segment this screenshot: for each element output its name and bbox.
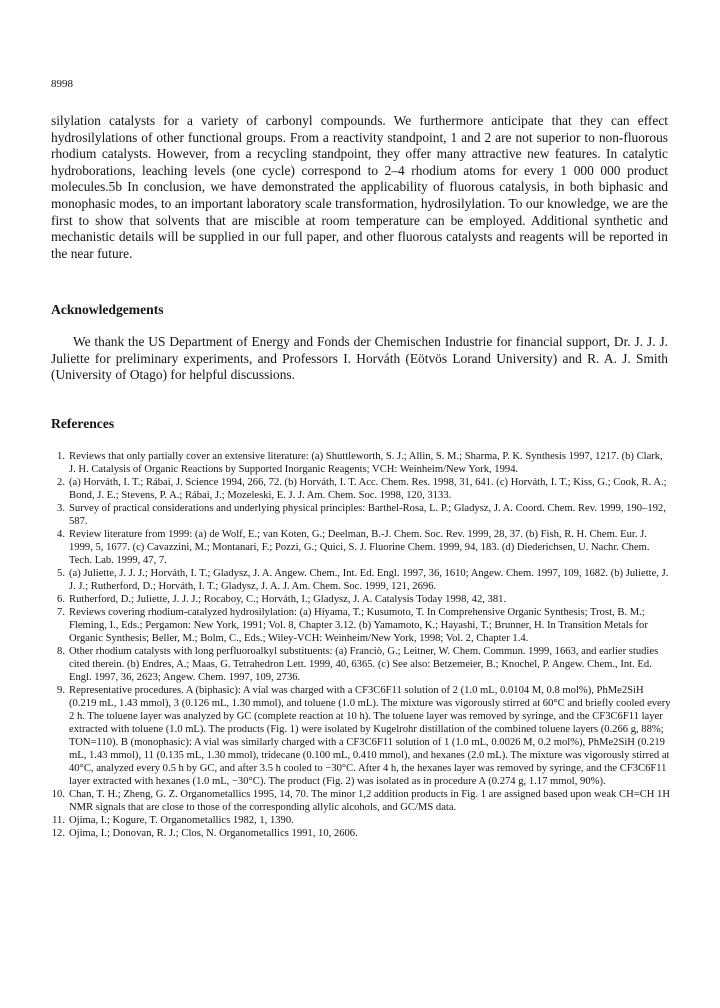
reference-item <box>51 567 672 593</box>
reference-text: (a) Juliette, J. J. J.; Horváth, I. T.; Gladysz, J. A. Angew. Chem., Int. Ed. Engl. 1997, 36, 1610; Angew. Chem. 1997, 109, 1682. (b) Juliette, J. J. J.; Rutherford, D.; Horváth, I. T.; Gladysz, J. A. J. Am. Chem. Soc. 1999, 121, 2696. <box>69 568 669 592</box>
acknowledgements-text: We thank the US Department of Energy and Fonds der Chemischen Industrie for financial support, Dr. J. J. J. Juliette for preliminary experiments, and Professors I. Horváth (Eötvös Lorand University) and R. A. J. Smith (University of Otago) for helpful discussions. <box>51 334 668 383</box>
reference-text: Representative procedures. A (biphasic): A vial was charged with a CF3C6F11 solution of 2 (1.0 mL, 0.0104 M, 0.8 mol%), PhMe2SiH (0.219 mL, 1.43 mmol), 3 (0.126 mL, 1.30 mmol), and toluene (1.0 mL). The mixture was vigorously stirred at 60°C and briefly cooled every 2 h. The toluene layer was analyzed by GC (complete reaction at 10 h). The toluene layer was removed by syringe, and the CF3C6F11 layer extracted with toluene (1.0 mL). The products (Fig. 1) were isolated by Kugelrohr distillation of the combined toluene layers (0.266 g, 88%; TON=110). B (monophasic): A vial was similarly charged with a CF3C6F11 solution of 1 (1.0 mL, 0.0026 M, 0.2 mol%), PhMe2SiH (0.219 mL, 1.43 mmol), 11 (0.135 mL, 1.30 mmol), tridecane (0.100 mL, 0.410 mmol), and hexanes (2.0 mL). The mixture was vigorously stirred at 40°C, analyzed every 0.5 h by GC, and after 3.5 h cooled to −30°C. After 4 h, the hexanes layer was removed by syringe, and the CF3C6F11 layer extracted with hexanes (1.0 mL, −30°C). The product (Fig. 2) was isolated as in procedure A (0.274 g, 1.17 mmol, 90%). <box>69 685 671 787</box>
reference-text: Rutherford, D.; Juliette, J. J. J.; Rocaboy, C.; Horváth, I.; Gladysz, J. A. Catalysis Today 1998, 42, 381. <box>69 594 507 605</box>
reference-number: 9. <box>57 685 65 696</box>
reference-number: 10. <box>51 789 65 800</box>
reference-item <box>51 606 672 645</box>
reference-text: Reviews covering rhodium-catalyzed hydrosilylation: (a) Hiyama, T.; Kusumoto, T. In Comprehensive Organic Synthesis; Trost, B. M.; Fleming, I., Eds.; Pergamon: New York, 1991; Vol. 8, Chapter 3.12. (b) Yamamoto, K.; Hayashi, T.; Brunner, H. In Transition Metals for Organic Synthesis; Beller, M.; Bolm, C., Eds.; Wiley-VCH: Weinheim/New York, 1998; Vol. 2, Chapter 1.4. <box>69 607 648 644</box>
reference-text: Survey of practical considerations and underlying physical principles: Barthel-Rosa, L. P.; Gladysz, J. A. Coord. Chem. Rev. 1999, 190–192, 587. <box>69 503 666 527</box>
page-number: 8998 <box>51 78 73 90</box>
reference-list <box>51 450 672 840</box>
reference-text: Ojima, I.; Donovan, R. J.; Clos, N. Organometallics 1991, 10, 2606. <box>69 828 358 839</box>
reference-item <box>51 788 672 814</box>
reference-text: Review literature from 1999: (a) de Wolf, E.; van Koten, G.; Deelman, B.-J. Chem. Soc. Rev. 1999, 28, 37. (b) Fish, R. H. Chem. Eur. J. 1999, 5, 1677. (c) Cavazzini, M.; Montanari, F.; Pozzi, G.; Quici, S. J. Fluorine Chem. 1999, 94, 183. (d) Diederichsen, U. Nachr. Chem. Tech. Lab. 1999, 47, 7. <box>69 529 650 566</box>
reference-item <box>51 476 672 502</box>
references-heading: References <box>51 416 115 431</box>
reference-number: 2. <box>57 477 65 488</box>
reference-number: 7. <box>57 607 65 618</box>
reference-item <box>51 645 672 684</box>
reference-number: 11. <box>52 815 65 826</box>
reference-number: 3. <box>57 503 65 514</box>
reference-number: 8. <box>57 646 65 657</box>
reference-text: Reviews that only partially cover an extensive literature: (a) Shuttleworth, S. J.; Allin, S. M.; Sharma, P. K. Synthesis 1997, 1217. (b) Clark, J. H. Catalysis of Organic Reactions by Supported Inorganic Reagents; VCH: Weinheim/New York, 1994. <box>69 451 663 475</box>
reference-item <box>51 450 672 476</box>
reference-text: Ojima, I.; Kogure, T. Organometallics 1982, 1, 1390. <box>69 815 294 826</box>
reference-number: 5. <box>57 568 65 579</box>
reference-item <box>51 528 672 567</box>
acknowledgements-heading: Acknowledgements <box>51 302 164 317</box>
reference-number: 4. <box>57 529 65 540</box>
reference-item <box>51 827 672 840</box>
reference-text: Chan, T. H.; Zheng, G. Z. Organometallics 1995, 14, 70. The minor 1,2 addition products in Fig. 1 are assigned based upon weak CH=CH 1H NMR signals that are close to those of the corresponding allylic alcohols, and GC/MS data. <box>69 789 671 813</box>
reference-number: 12. <box>51 828 65 839</box>
reference-item <box>51 814 672 827</box>
reference-item <box>51 502 672 528</box>
reference-text: (a) Horváth, I. T.; Rábai, J. Science 1994, 266, 72. (b) Horváth, I. T. Acc. Chem. Res. 1998, 31, 641. (c) Horváth, I. T.; Kiss, G.; Cook, R. A.; Bond, J. E.; Stevens, P. A.; Rábai, J.; Mozeleski, E. J. J. Am. Chem. Soc. 1998, 120, 3133. <box>69 477 667 501</box>
reference-number: 1. <box>57 451 65 462</box>
reference-text: Other rhodium catalysts with long perfluoroalkyl substituents: (a) Franciò, G.; Leitner, W. Chem. Commun. 1999, 1663, and earlier studies cited therein. (b) Endres, A.; Maas, G. Tetrahedron Lett. 1999, 40, 6365. (c) See also: Betzemeier, B.; Knochel, P. Angew. Chem., Int. Ed. Engl. 1997, 36, 2623; Angew. Chem. 1997, 109, 2736. <box>69 646 659 683</box>
body-paragraph: silylation catalysts for a variety of carbonyl compounds. We furthermore anticipate that they can effect hydrosilylations of other functional groups. From a reactivity standpoint, 1 and 2 are not superior to non-fluorous rhodium catalysts. However, from a recycling standpoint, they offer many attractive new features. In catalytic hydroborations, leaching levels (one cycle) correspond to 2–4 rhodium atoms for every 1 000 000 product molecules.5b In conclusion, we have demonstrated the applicability of fluorous catalysis, in both biphasic and monophasic modes, to an important laboratory scale transformation, hydrosilylation. To our knowledge, we are the first to show that solvents that are miscible at room temperature can be employed. Additional synthetic and mechanistic details will be supplied in our full paper, and other fluorous catalysts and reagents will be reported in the near future. <box>51 113 668 261</box>
reference-item <box>51 593 672 606</box>
reference-number: 6. <box>57 594 65 605</box>
reference-item <box>51 684 672 788</box>
